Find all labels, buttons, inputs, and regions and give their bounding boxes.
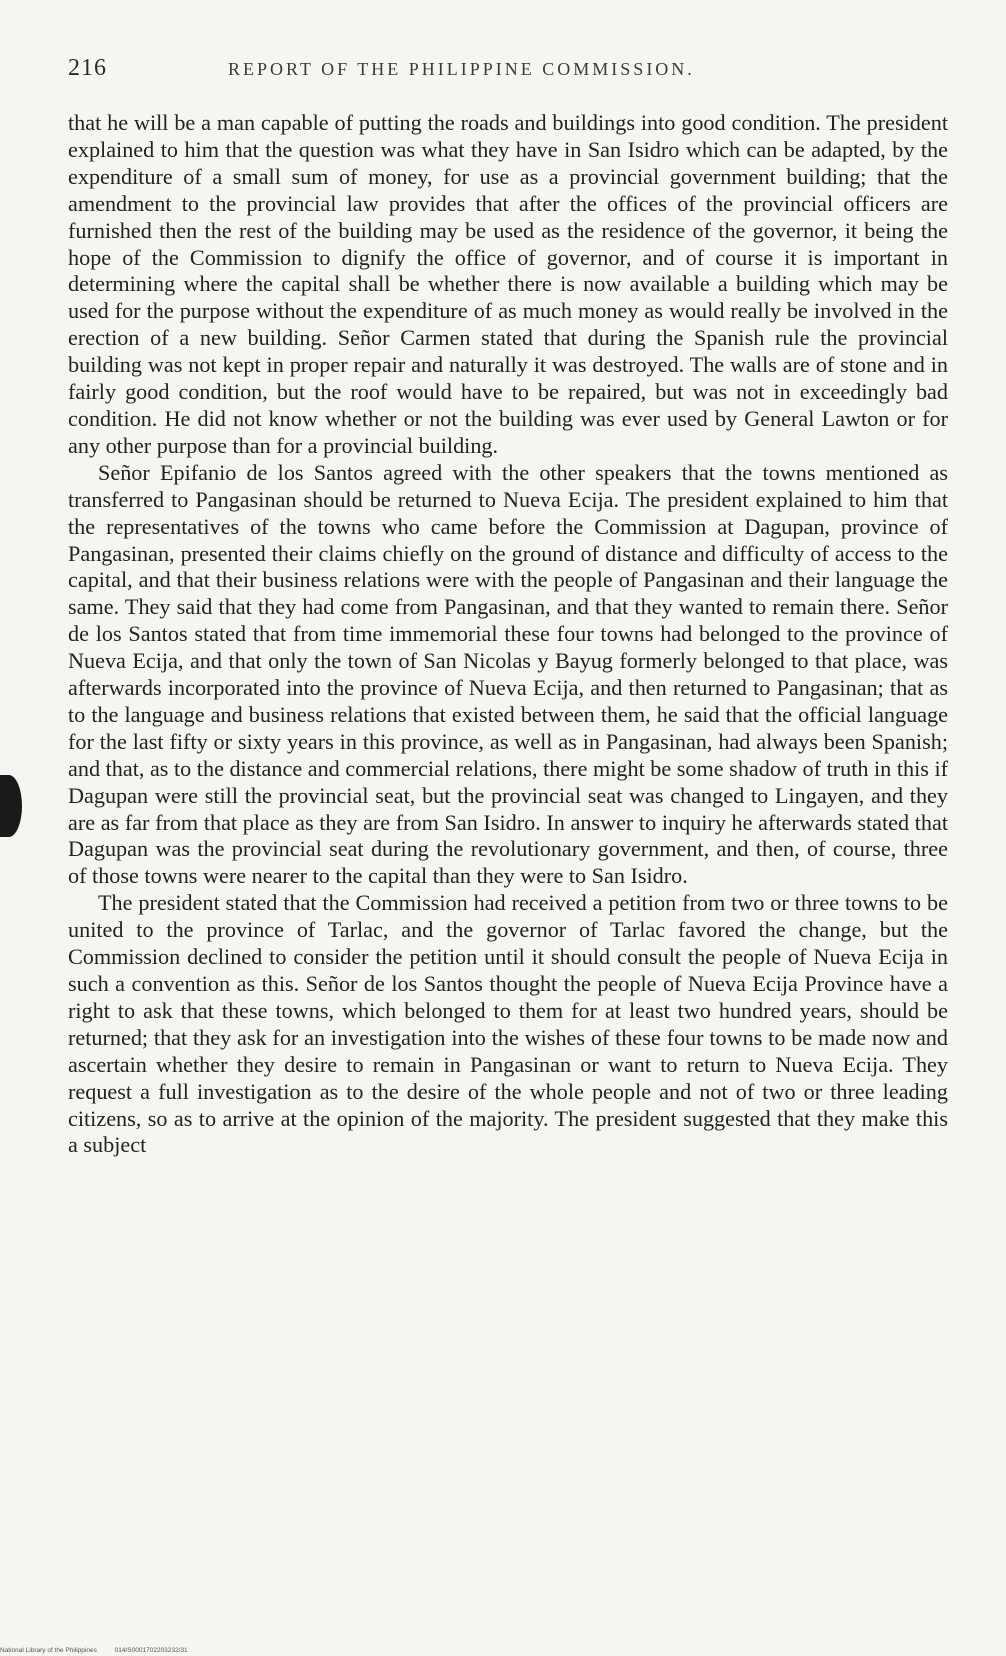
paragraph-1: that he will be a man capable of putting the roads and buildings into good condition. The president explained to him that the question was what they have in San Isidro which can be adapted, by the expenditure of a small sum of money, for use as a provincial government building; that the amendment to the provincial law provides that after the offices of the provincial officers are furnished then the rest of the building may be used as the residence of the governor, it being the hope of the Commission to dignify the office of governor, and of course it is important in determining where the capital shall be whether there is now available a building which may be used for the purpose without the expenditure of as much money as would really be involved in the erection of a new building. Señor Carmen stated that during the Spanish rule the provincial building was not kept in proper repair and naturally it was destroyed. The walls are of stone and in fairly good condition, but the roof would have to be repaired, but was not in exceedingly bad condition. He did not know whether or not the building was ever used by General Lawton or for any other purpose than for a provincial building.	[68, 110, 948, 458]
paragraph-3: The president stated that the Commission had received a petition from two or three towns to be united to the province of Tarlac, and the governor of Tarlac favored the change, but the Commission declined to consider the petition until it should consult the people of Nueva Ecija in such a convention as this. Señor de los Santos thought the people of Nueva Ecija Province have a right to ask that these towns, which belonged to them for at least two hundred years, should be returned; that they ask for an investigation into the wishes of these four towns to be made now and ascertain whether they desire to remain in Pangasinan or want to return to Nueva Ecija. They request a full investigation as to the desire of the whole people and not of two or three leading citizens, so as to arrive at the opinion of the majority. The president suggested that they make this a subject	[68, 890, 948, 1158]
body-text	[68, 110, 948, 1159]
scan-footer	[0, 1647, 204, 1654]
footer-library: National Library of the Philippines	[0, 1647, 97, 1654]
page-number: 216	[68, 55, 107, 81]
page-header	[68, 55, 944, 85]
running-head: REPORT OF THE PHILIPPINE COMMISSION.	[228, 59, 695, 79]
footer-code: 014/S0001702203232/31	[114, 1647, 188, 1654]
margin-scan-mark	[0, 775, 22, 837]
paragraph-2: Señor Epifanio de los Santos agreed with the other speakers that the towns mentioned as transferred to Pangasinan should be returned to Nueva Ecija. The president explained to him that the representatives of the towns who came before the Commission at Dagupan, province of Pangasinan, presented their claims chiefly on the ground of distance and difficulty of access to the capital, and that their business relations were with the people of Pangasinan and their language the same. They said that they had come from Pangasinan, and that they wanted to remain there. Señor de los Santos stated that from time immemorial these four towns had belonged to the province of Nueva Ecija, and that only the town of San Nicolas y Bayug formerly belonged to that place, was afterwards incorporated into the province of Nueva Ecija, and then returned to Pangasinan; that as to the language and business relations that existed between them, he said that the official language for the last fifty or sixty years in this province, as well as in Pangasinan, had always been Spanish; and that, as to the distance and commercial relations, there might be some shadow of truth in this if Dagupan were still the provincial seat, but the provincial seat was changed to Lingayen, and they are as far from that place as they are from San Isidro. In answer to inquiry he afterwards stated that Dagupan was the provincial seat during the revolutionary government, and then, of course, three of those towns were nearer to the capital than they were to San Isidro.	[68, 459, 948, 889]
